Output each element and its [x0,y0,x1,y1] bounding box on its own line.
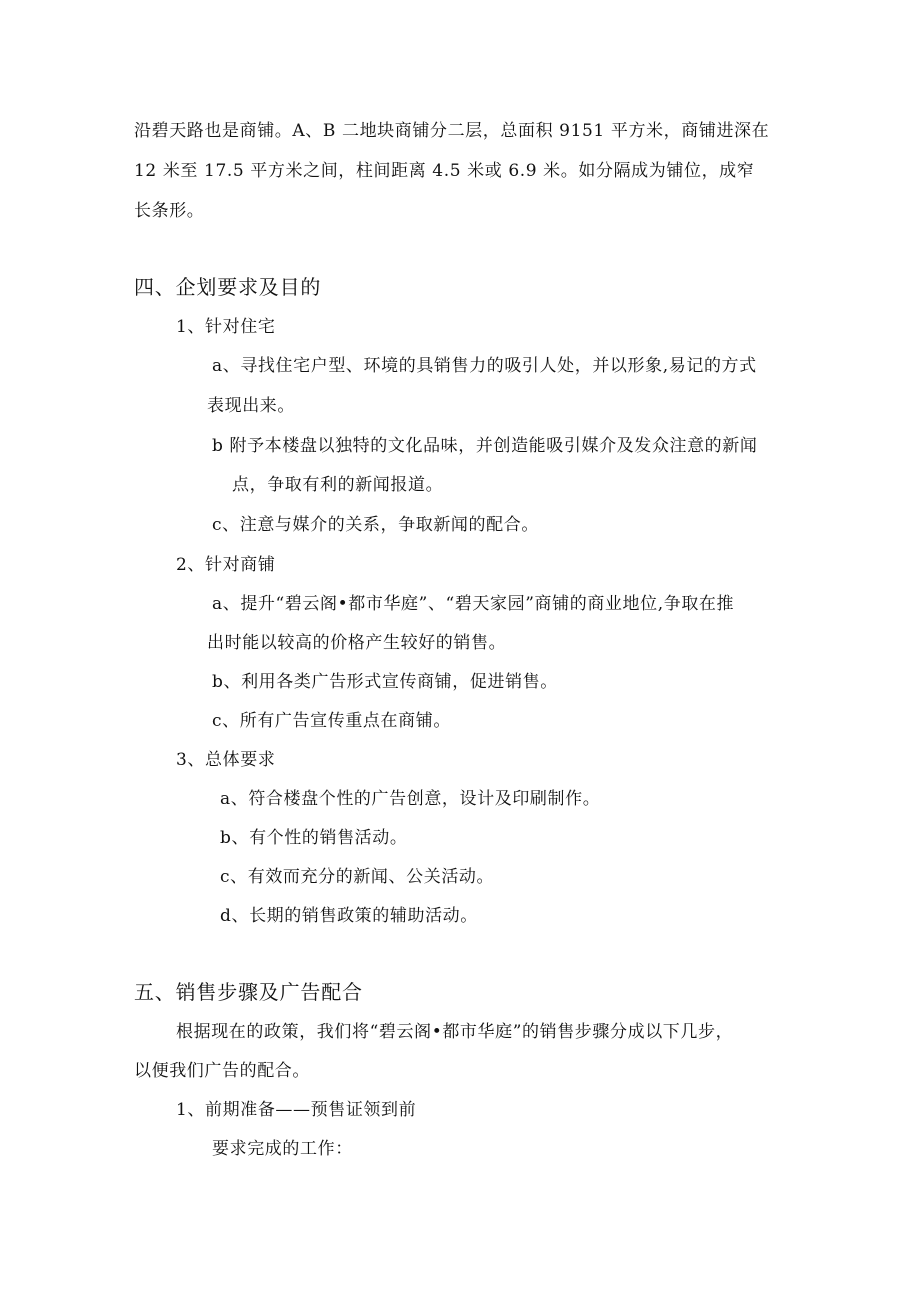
section-4-sub-1-item-c: c、注意与媒介的关系，争取新闻的配合。 [212,515,539,535]
section-4-sub-1-item-a-line-1: a、寻找住宅户型、环境的具销售力的吸引人处，并以形象,易记的方式 [212,356,757,376]
intro-line-2: 12 米至 17.5 平方米之间，柱间距离 4.5 米或 6.9 米。如分隔成为铺位，成窄 [134,161,755,181]
section-4-sub-2-title: 2、针对商铺 [176,555,276,575]
section-4-sub-3-item-c: c、有效而充分的新闻、公关活动。 [220,867,495,887]
section-4-sub-3-item-d: d、长期的销售政策的辅助活动。 [220,906,478,926]
intro-line-1: 沿碧天路也是商铺。A、B 二地块商铺分二层，总面积 9151 平方米，商铺进深在 [134,121,770,141]
section-4-sub-2-item-a-line-1: a、提升“碧云阁•都市华庭”、“碧天家园”商铺的商业地位,争取在推 [212,594,735,614]
section-4-sub-1-title: 1、针对住宅 [176,317,276,337]
section-4-sub-1-item-a-line-2: 表现出来。 [207,396,295,416]
section-4-sub-2-item-b: b、利用各类广告形式宣传商铺，促进销售。 [212,672,558,692]
section-4-sub-3-title: 3、总体要求 [176,750,276,770]
intro-line-3: 长条形。 [134,201,205,221]
section-4-sub-3-item-a: a、符合楼盘个性的广告创意，设计及印刷制作。 [220,789,601,809]
section-4-sub-1-item-b-line-1: b 附予本楼盘以独特的文化品味，并创造能吸引媒介及发众注意的新闻 [212,436,758,456]
section-4-heading: 四、企划要求及目的 [134,275,322,299]
section-4-sub-3-item-b: b、有个性的销售活动。 [220,828,408,848]
section-5-step-1-title: 1、前期准备——预售证领到前 [176,1100,417,1120]
section-5-paragraph-line-1: 根据现在的政策，我们将“碧云阁•都市华庭”的销售步骤分成以下几步， [176,1022,734,1042]
section-4-sub-2-item-c: c、所有广告宣传重点在商铺。 [212,711,451,731]
section-4-sub-1-item-b-line-2: 点，争取有利的新闻报道。 [232,475,444,495]
section-5-paragraph-line-2: 以便我们广告的配合。 [134,1061,310,1081]
section-5-heading: 五、销售步骤及广告配合 [134,980,363,1004]
section-5-step-1-note: 要求完成的工作： [212,1139,353,1159]
section-4-sub-2-item-a-line-2: 出时能以较高的价格产生较好的销售。 [207,633,507,653]
